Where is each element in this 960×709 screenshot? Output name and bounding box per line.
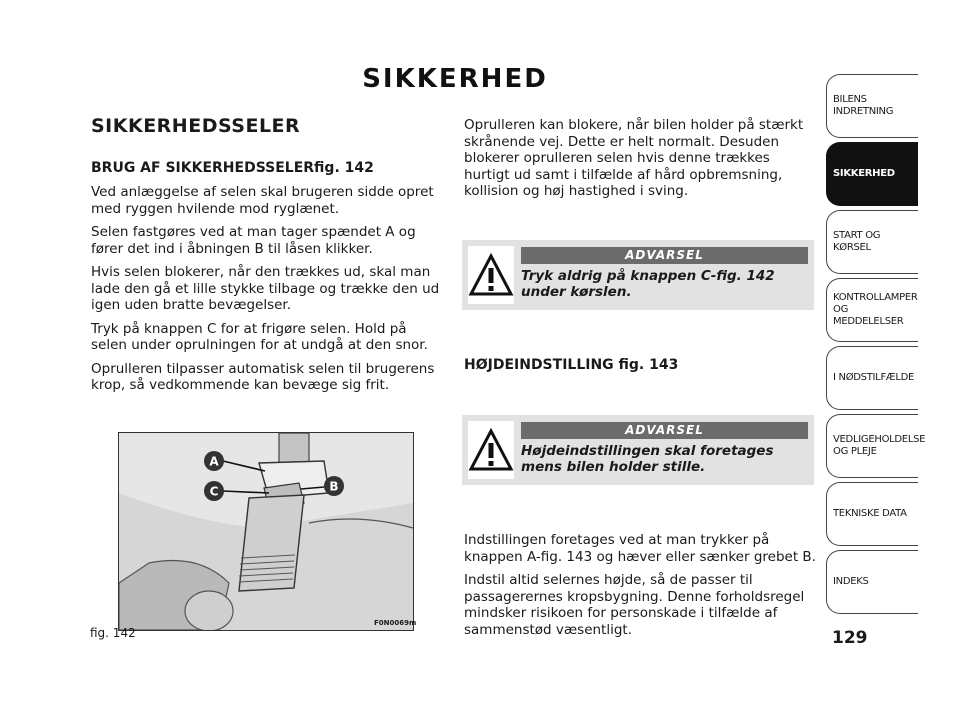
tab-sikkerhed[interactable] xyxy=(826,142,918,206)
tab-label: SIKKERHED xyxy=(833,168,895,179)
tab-label: I NØDSTILFÆLDE xyxy=(833,372,915,383)
warning-label: ADVARSEL xyxy=(521,247,808,264)
chapter-tabs xyxy=(826,74,926,618)
subheading-usage: BRUG AF SIKKERHEDSSELERfig. 142 xyxy=(91,160,374,176)
tab-label: VEDLIGEHOLDELSE OG PLEJE xyxy=(833,434,926,457)
page-number: 129 xyxy=(832,628,868,648)
figure-code: F0N0069m xyxy=(374,619,417,627)
tab-label: KONTROLLAMPER OG MEDDELELSER xyxy=(833,292,918,327)
warning-text: Højdeindstillingen skal foretages mens bilen holder stille. xyxy=(521,443,774,475)
warning-triangle-icon xyxy=(468,421,514,479)
label-c: C xyxy=(209,484,219,499)
subheading-height: HØJDEINDSTILLING fig. 143 xyxy=(464,357,679,373)
tab-vedligeholdelse[interactable] xyxy=(826,414,926,478)
tab-kontrollamper[interactable] xyxy=(826,278,918,342)
label-a: A xyxy=(209,454,219,469)
tab-label: BILENS INDRETNING xyxy=(833,94,894,117)
paragraph: Oprulleren kan blokere, når bilen holder på stærkt skrånende vej. Dette er helt normalt. Desuden blokerer oprulleren selen hvis denne trækkes hurtigt ud samt i tilfælde af hård opbremsning, kollision og høj hastighed i sving. xyxy=(464,117,804,199)
paragraph: Hvis selen blokerer, når den trækkes ud, skal man lade den gå et lille stykke tilbage og trække den ud igen uden bratte bevægelser. xyxy=(91,264,440,313)
warning-box-1 xyxy=(462,240,814,310)
label-b: B xyxy=(329,479,339,494)
left-body xyxy=(91,184,446,401)
right-body xyxy=(464,532,816,645)
paragraph: Tryk på knappen C for at frigøre selen. Hold på selen under oprulningen for at undgå at den snor. xyxy=(91,320,428,353)
page-title: SIKKERHED xyxy=(362,64,548,94)
tab-bilens-indretning[interactable] xyxy=(826,74,918,138)
warning-label: ADVARSEL xyxy=(521,422,808,439)
paragraph: Ved anlæggelse af selen skal brugeren sidde opret med ryggen hvilende mod ryglænet. xyxy=(91,184,434,217)
tab-start-og-korsel[interactable] xyxy=(826,210,918,274)
figure-caption: fig. 142 xyxy=(90,626,136,640)
paragraph: Indstillingen foretages ved at man trykker på knappen A-fig. 143 og hæver eller sænker grebet B. xyxy=(464,532,816,565)
paragraph: Selen fastgøres ved at man tager spændet A og fører det ind i åbningen B til låsen klikker. xyxy=(91,224,416,257)
tab-label: INDEKS xyxy=(833,576,869,587)
warning-triangle-icon xyxy=(468,246,514,304)
section-title: SIKKERHEDSSELER xyxy=(91,115,301,137)
tab-indeks[interactable] xyxy=(826,550,918,614)
warning-text: Tryk aldrig på knappen C-fig. 142 under kørslen. xyxy=(521,268,775,300)
tab-tekniske-data[interactable] xyxy=(826,482,918,546)
tab-i-nodstilfaelde[interactable] xyxy=(826,346,918,410)
paragraph: Indstil altid selernes højde, så de passer til passagerernes kropsbygning. Denne forholdsregel mindsker risikoen for personskade i tilfælde af sammenstød væsentligt. xyxy=(464,572,805,638)
tab-label: TEKNISKE DATA xyxy=(833,508,907,519)
warning-box-2 xyxy=(462,415,814,485)
seatbelt-figure xyxy=(118,432,417,631)
right-intro xyxy=(464,117,812,207)
tab-label: START OG KØRSEL xyxy=(833,230,881,253)
paragraph: Oprulleren tilpasser automatisk selen til brugerens krop, så vedkommende kan bevæge sig frit. xyxy=(91,360,435,393)
seatbelt-illustration xyxy=(119,433,413,630)
